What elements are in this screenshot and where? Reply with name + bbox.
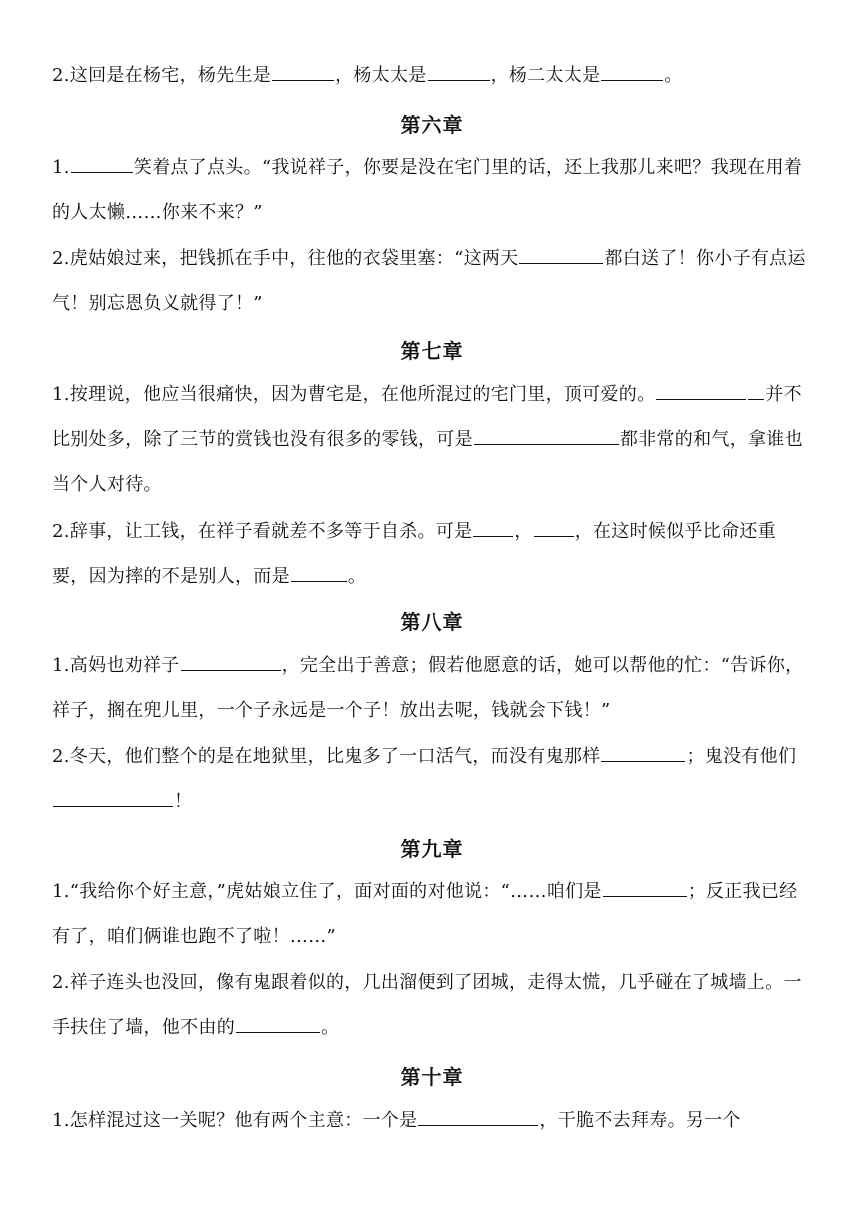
ch9-question-1: 1.“我给你个好主意，”虎姑娘立住了，面对面的对他说：“……咱们是 ；反正我已经有了，咱们俩谁也跑不了啦！……” (52, 869, 812, 959)
ch5-question-2: 2.这回是在杨宅，杨先生是 ，杨太太是 ，杨二太太是 。 (52, 53, 812, 98)
answer-blank[interactable] (603, 878, 687, 897)
answer-blank[interactable] (601, 743, 685, 762)
answer-blank[interactable] (656, 381, 746, 400)
ch7-question-2: 2.辞事，让工钱，在祥子看就差不多等于自杀。可是 ， ，在这时候似乎比命还重要，因为摔的不是别人，而是 。 (52, 509, 812, 599)
answer-blank[interactable] (601, 62, 663, 81)
ch6-question-2: 2.虎姑娘过来，把钱抓在手中，往他的衣袋里塞：“这两天 都白送了！你小子有点运气！别忘恩负义就得了！” (52, 236, 812, 326)
answer-blank[interactable] (748, 381, 764, 400)
chapter-heading-10: 第十章 (400, 1065, 464, 1089)
answer-blank[interactable] (272, 62, 334, 81)
answer-blank[interactable] (418, 1107, 538, 1126)
chapter-heading-6: 第六章 (400, 113, 464, 137)
answer-blank[interactable] (473, 518, 513, 537)
chapter-heading-8: 第八章 (400, 610, 464, 634)
answer-blank[interactable] (53, 788, 173, 807)
ch8-question-1: 1.高妈也劝祥子 ，完全出于善意；假若他愿意的话，她可以帮他的忙：“告诉你，祥子，搁在兜儿里，一个子永远是一个子！放出去呢，钱就会下钱！” (52, 643, 812, 733)
answer-blank[interactable] (236, 1014, 320, 1033)
ch8-question-2: 2.冬天，他们整个的是在地狱里，比鬼多了一口活气，而没有鬼那样 ；鬼没有他们！ (52, 734, 812, 824)
answer-blank[interactable] (71, 154, 133, 173)
chapter-heading-7: 第七章 (400, 339, 464, 363)
ch10-question-1: 1.怎样混过这一关呢？他有两个主意：一个是 ，干脆不去拜寿。另一个 (52, 1098, 812, 1143)
answer-blank[interactable] (291, 563, 347, 582)
answer-blank[interactable] (181, 652, 281, 671)
ch7-question-1: 1.按理说，他应当很痛快，因为曹宅是，在他所混过的宅门里，顶可爱的。 并不比别处多，除了三节的赏钱也没有很多的零钱，可是 都非常的和气，拿谁也当个人对待。 (52, 372, 812, 507)
answer-blank[interactable] (428, 62, 490, 81)
answer-blank[interactable] (519, 245, 603, 264)
ch6-question-1: 1. 笑着点了点头。“我说祥子，你要是没在宅门里的话，还上我那儿来吧？我现在用着的人太懒……你来不来？” (52, 145, 812, 235)
chapter-heading-9: 第九章 (400, 837, 464, 861)
ch9-question-2: 2.祥子连头也没回，像有鬼跟着似的，几出溜便到了团城，走得太慌，几乎碰在了城墙上。一手扶住了墙，他不由的 。 (52, 972, 802, 1038)
answer-blank[interactable] (474, 426, 619, 445)
answer-blank[interactable] (534, 518, 574, 537)
